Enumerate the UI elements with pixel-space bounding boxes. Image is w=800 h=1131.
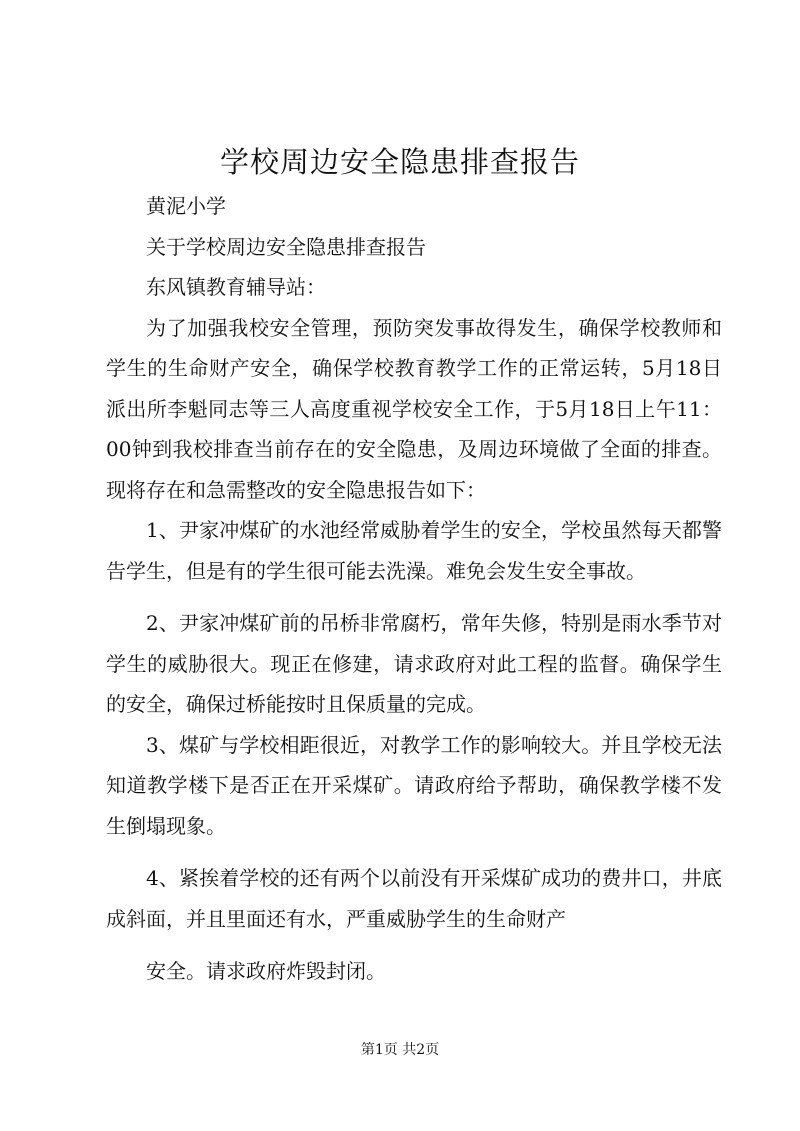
item-2-paragraph: 2、尹家冲煤矿前的吊桥非常腐朽，常年失修，特别是雨水季节对学生的威胁很大。现正在修建，请求政府对此工程的监督。确保学生的安全，确保过桥能按时且保质量的完成。 [106,611,722,716]
report-subject: 关于学校周边安全隐患排查报告 [146,234,426,259]
document-body [106,186,722,992]
item-1-paragraph: 1、尹家冲煤矿的水池经常威胁着学生的安全，学校虽然每天都警告学生，但是有的学生很可能去洗澡。难免会发生安全事故。 [106,518,722,583]
recipient-line: 东风镇教育辅导站： [146,275,326,299]
item-4-continuation: 安全。请求政府炸毁封闭。 [146,959,386,983]
document-title: 学校周边安全隐患排查报告 [219,145,580,179]
item-4-paragraph: 4、紧挨着学校的还有两个以前没有开采煤矿成功的费井口，井底成斜面，并且里面还有水，严重威胁学生的生命财产 [106,866,722,931]
item-3-paragraph: 3、煤矿与学校相距很近，对教学工作的影响较大。并且学校无法知道教学楼下是否正在开采煤矿。请政府给予帮助，确保教学楼不发生倒塌现象。 [106,732,722,838]
school-name: 黄泥小学 [146,194,226,218]
page-footer: 第1页 共2页 [360,1042,440,1058]
intro-paragraph: 为了加强我校安全管理，预防突发事故得发生，确保学校教师和学生的生命财产安全，确保学校教育教学工作的正常运转，5月18日派出所李魁同志等三人高度重视学校安全工作，于5月18日上午11：00钟到我校排查当前存在的安全隐患，及周边环境做了全面的排查。现将存在和急需整改的安全隐患报告如下： [106,315,722,502]
